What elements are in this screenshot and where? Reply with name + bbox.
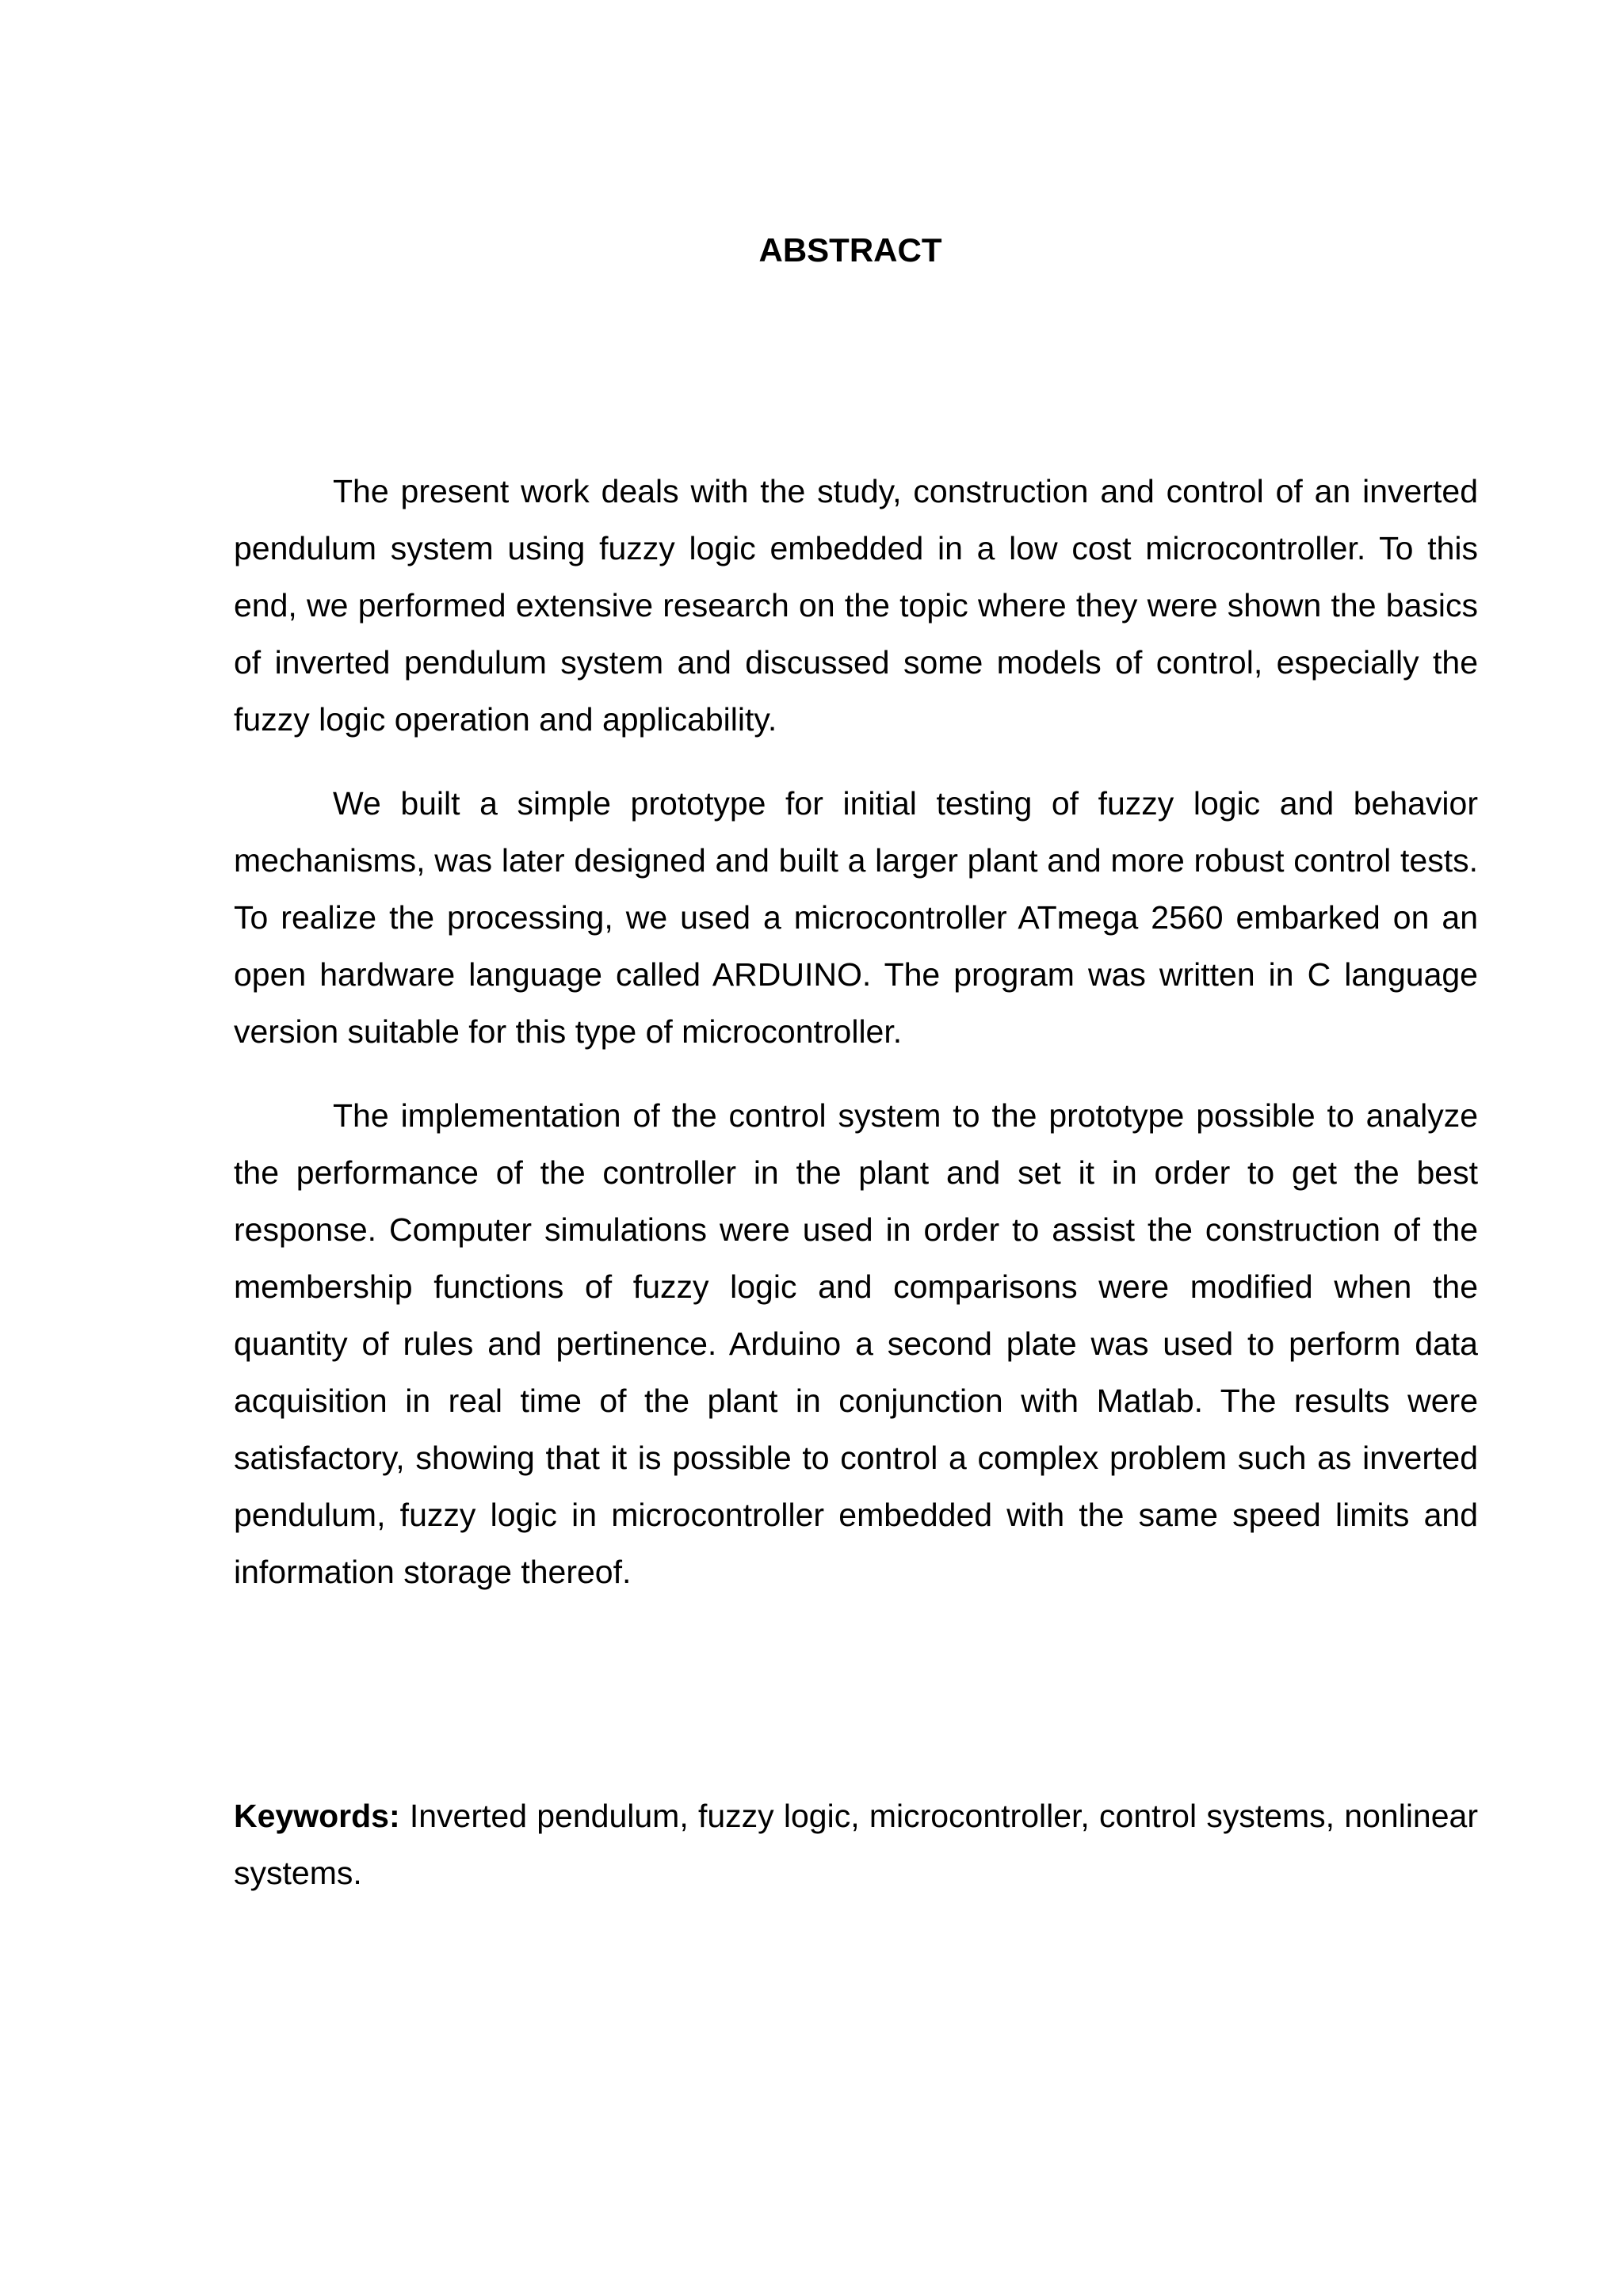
keywords-section: [234, 1787, 1478, 1901]
keywords-text: Inverted pendulum, fuzzy logic, microcontroller, control systems, nonlinear systems.: [234, 1798, 1478, 1891]
page-title: ABSTRACT: [758, 231, 942, 269]
abstract-paragraph-2: We built a simple prototype for initial testing of fuzzy logic and behavior mechanisms, was later designed and built a larger plant and more robust control tests. To realize the processing, we used a microcontroller ATmega 2560 embarked on an open hardware language called ARDUINO. The program was written in C language version suitable for this type of microcontroller.: [234, 785, 1478, 1050]
abstract-paragraph-3: The implementation of the control system to the prototype possible to analyze the performance of the controller in the plant and set it in order to get the best response. Computer simulations were used in order to assist the construction of the membership functions of fuzzy logic and comparisons were modified when the quantity of rules and pertinence. Arduino a second plate was used to perform data acquisition in real time of the plant in conjunction with Matlab. The results were satisfactory, showing that it is possible to control a complex problem such as inverted pendulum, fuzzy logic in microcontroller embedded with the same speed limits and information storage thereof.: [234, 1097, 1478, 1590]
keywords-label: Keywords:: [234, 1798, 400, 1834]
abstract-body: [234, 463, 1478, 1627]
abstract-paragraph-1: The present work deals with the study, construction and control of an inverted pendulum system using fuzzy logic embedded in a low cost microcontroller. To this end, we performed extensive research on the topic where they were shown the basics of inverted pendulum system and discussed some models of control, especially the fuzzy logic operation and applicability.: [234, 473, 1478, 738]
